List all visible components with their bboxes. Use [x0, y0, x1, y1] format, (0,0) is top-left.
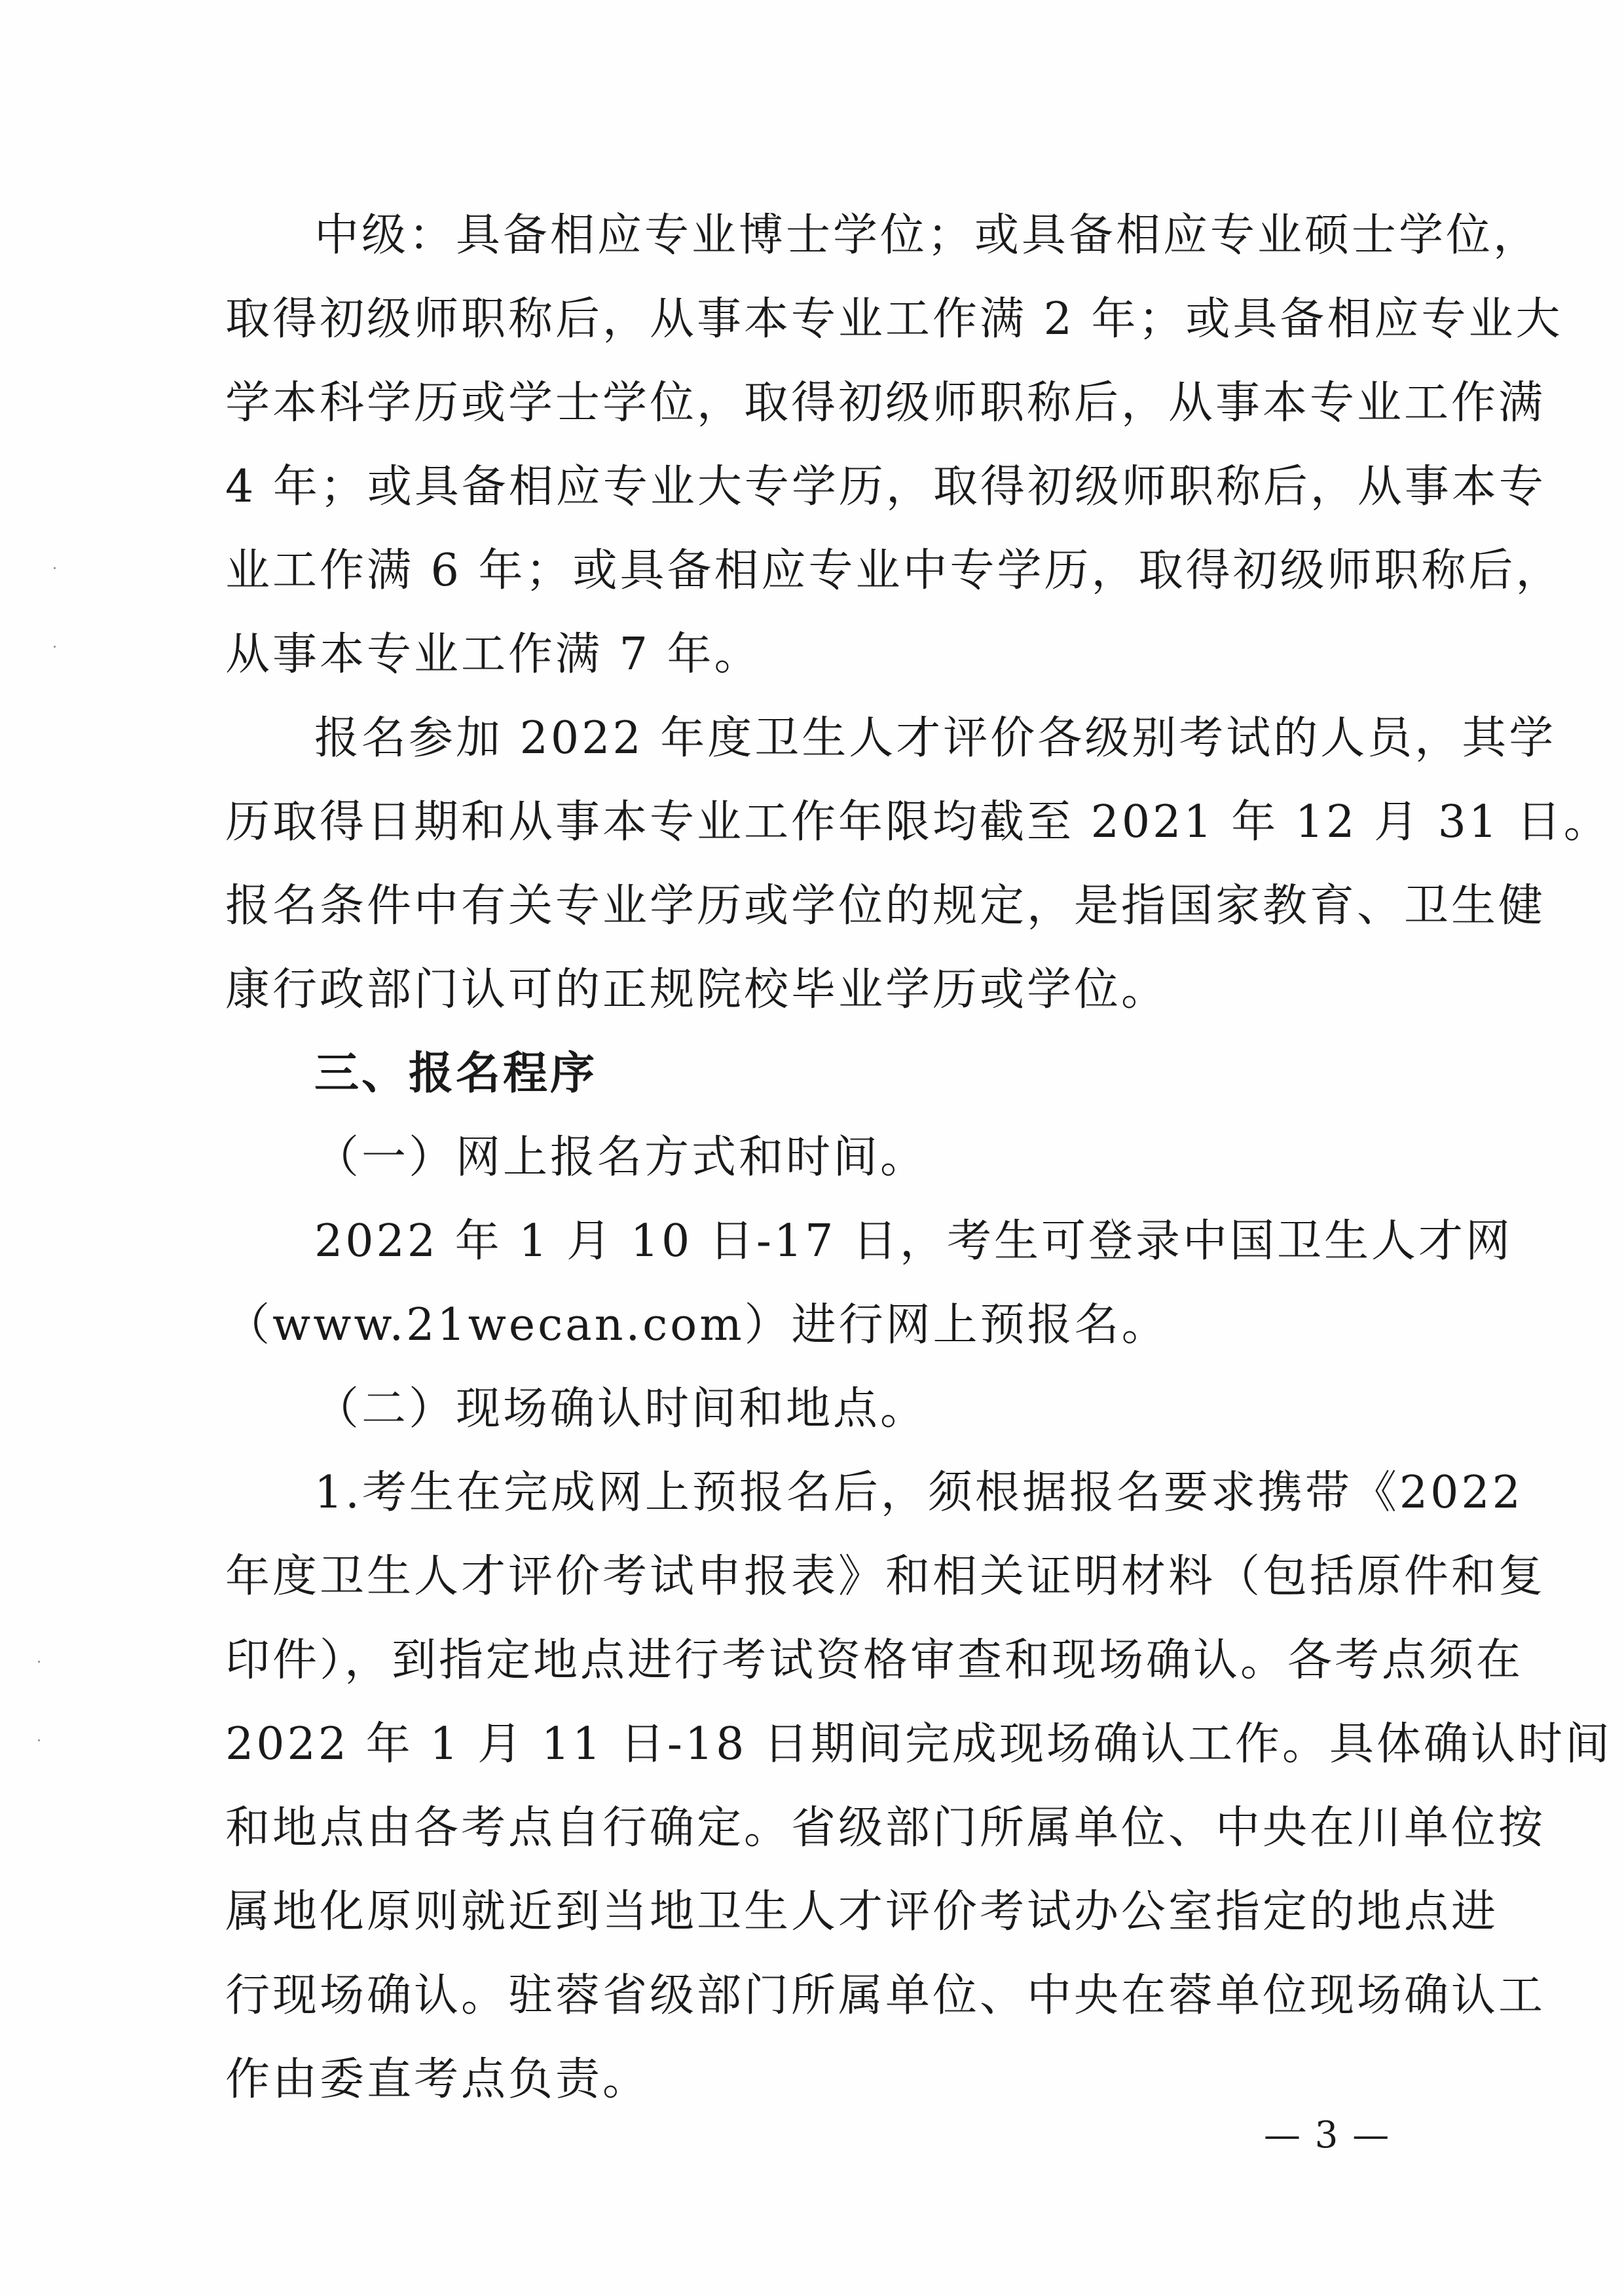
subsection-heading: （一）网上报名方式和时间。 — [314, 1132, 928, 1183]
scan-mark — [54, 646, 56, 648]
paragraph-line: 报名参加 2022 年度卫生人才评价各级别考试的人员，其学 — [314, 713, 1557, 764]
paragraph-line: 业工作满 6 年；或具备相应专业中专学历，取得初级师职称后， — [225, 545, 1563, 597]
paragraph-line: 年度卫生人才评价考试申报表》和相关证明材料（包括原件和复 — [225, 1551, 1546, 1602]
paragraph-line: （www.21wecan.com）进行网上预报名。 — [225, 1299, 1169, 1351]
paragraph-line: 印件），到指定地点进行考试资格审查和现场确认。各考点须在 — [225, 1635, 1524, 1686]
paragraph-line: 行现场确认。驻蓉省级部门所属单位、中央在蓉单位现场确认工 — [225, 1970, 1546, 2022]
paragraph-line: 4 年；或具备相应专业大专学历，取得初级师职称后，从事本专 — [225, 461, 1546, 513]
scan-mark — [38, 1661, 40, 1663]
paragraph-line: 中级：具备相应专业博士学位；或具备相应专业硕士学位， — [314, 210, 1541, 261]
scan-mark — [38, 1739, 40, 1741]
paragraph-line: 作由委直考点负责。 — [225, 2054, 650, 2105]
paragraph-line: 历取得日期和从事本专业工作年限均截至 2021 年 12 月 31 日。 — [225, 796, 1611, 848]
paragraph-line: 康行政部门认可的正规院校毕业学历或学位。 — [225, 964, 1169, 1016]
paragraph-line: 1.考生在完成网上预报名后，须根据报名要求携带《2022 — [314, 1467, 1523, 1519]
section-heading: 三、报名程序 — [314, 1048, 598, 1100]
paragraph-line: 取得初级师职称后，从事本专业工作满 2 年；或具备相应专业大 — [225, 293, 1563, 345]
paragraph-line: 从事本专业工作满 7 年。 — [225, 629, 762, 680]
paragraph-line: 属地化原则就近到当地卫生人才评价考试办公室指定的地点进 — [225, 1886, 1499, 1938]
subsection-heading: （二）现场确认时间和地点。 — [314, 1383, 928, 1435]
paragraph-line: 2022 年 1 月 10 日-17 日，考生可登录中国卫生人才网 — [314, 1215, 1513, 1267]
paragraph-line: 学本科学历或学士学位，取得初级师职称后，从事本专业工作满 — [225, 377, 1546, 429]
paragraph-line: 报名条件中有关专业学历或学位的规定，是指国家教育、卫生健 — [225, 880, 1546, 932]
paragraph-line: 和地点由各考点自行确定。省级部门所属单位、中央在川单位按 — [225, 1802, 1546, 1854]
paragraph-line: 2022 年 1 月 11 日-18 日期间完成现场确认工作。具体确认时间 — [225, 1718, 1613, 1770]
page-number: — 3 — — [1264, 2114, 1391, 2157]
scan-mark — [54, 567, 56, 569]
